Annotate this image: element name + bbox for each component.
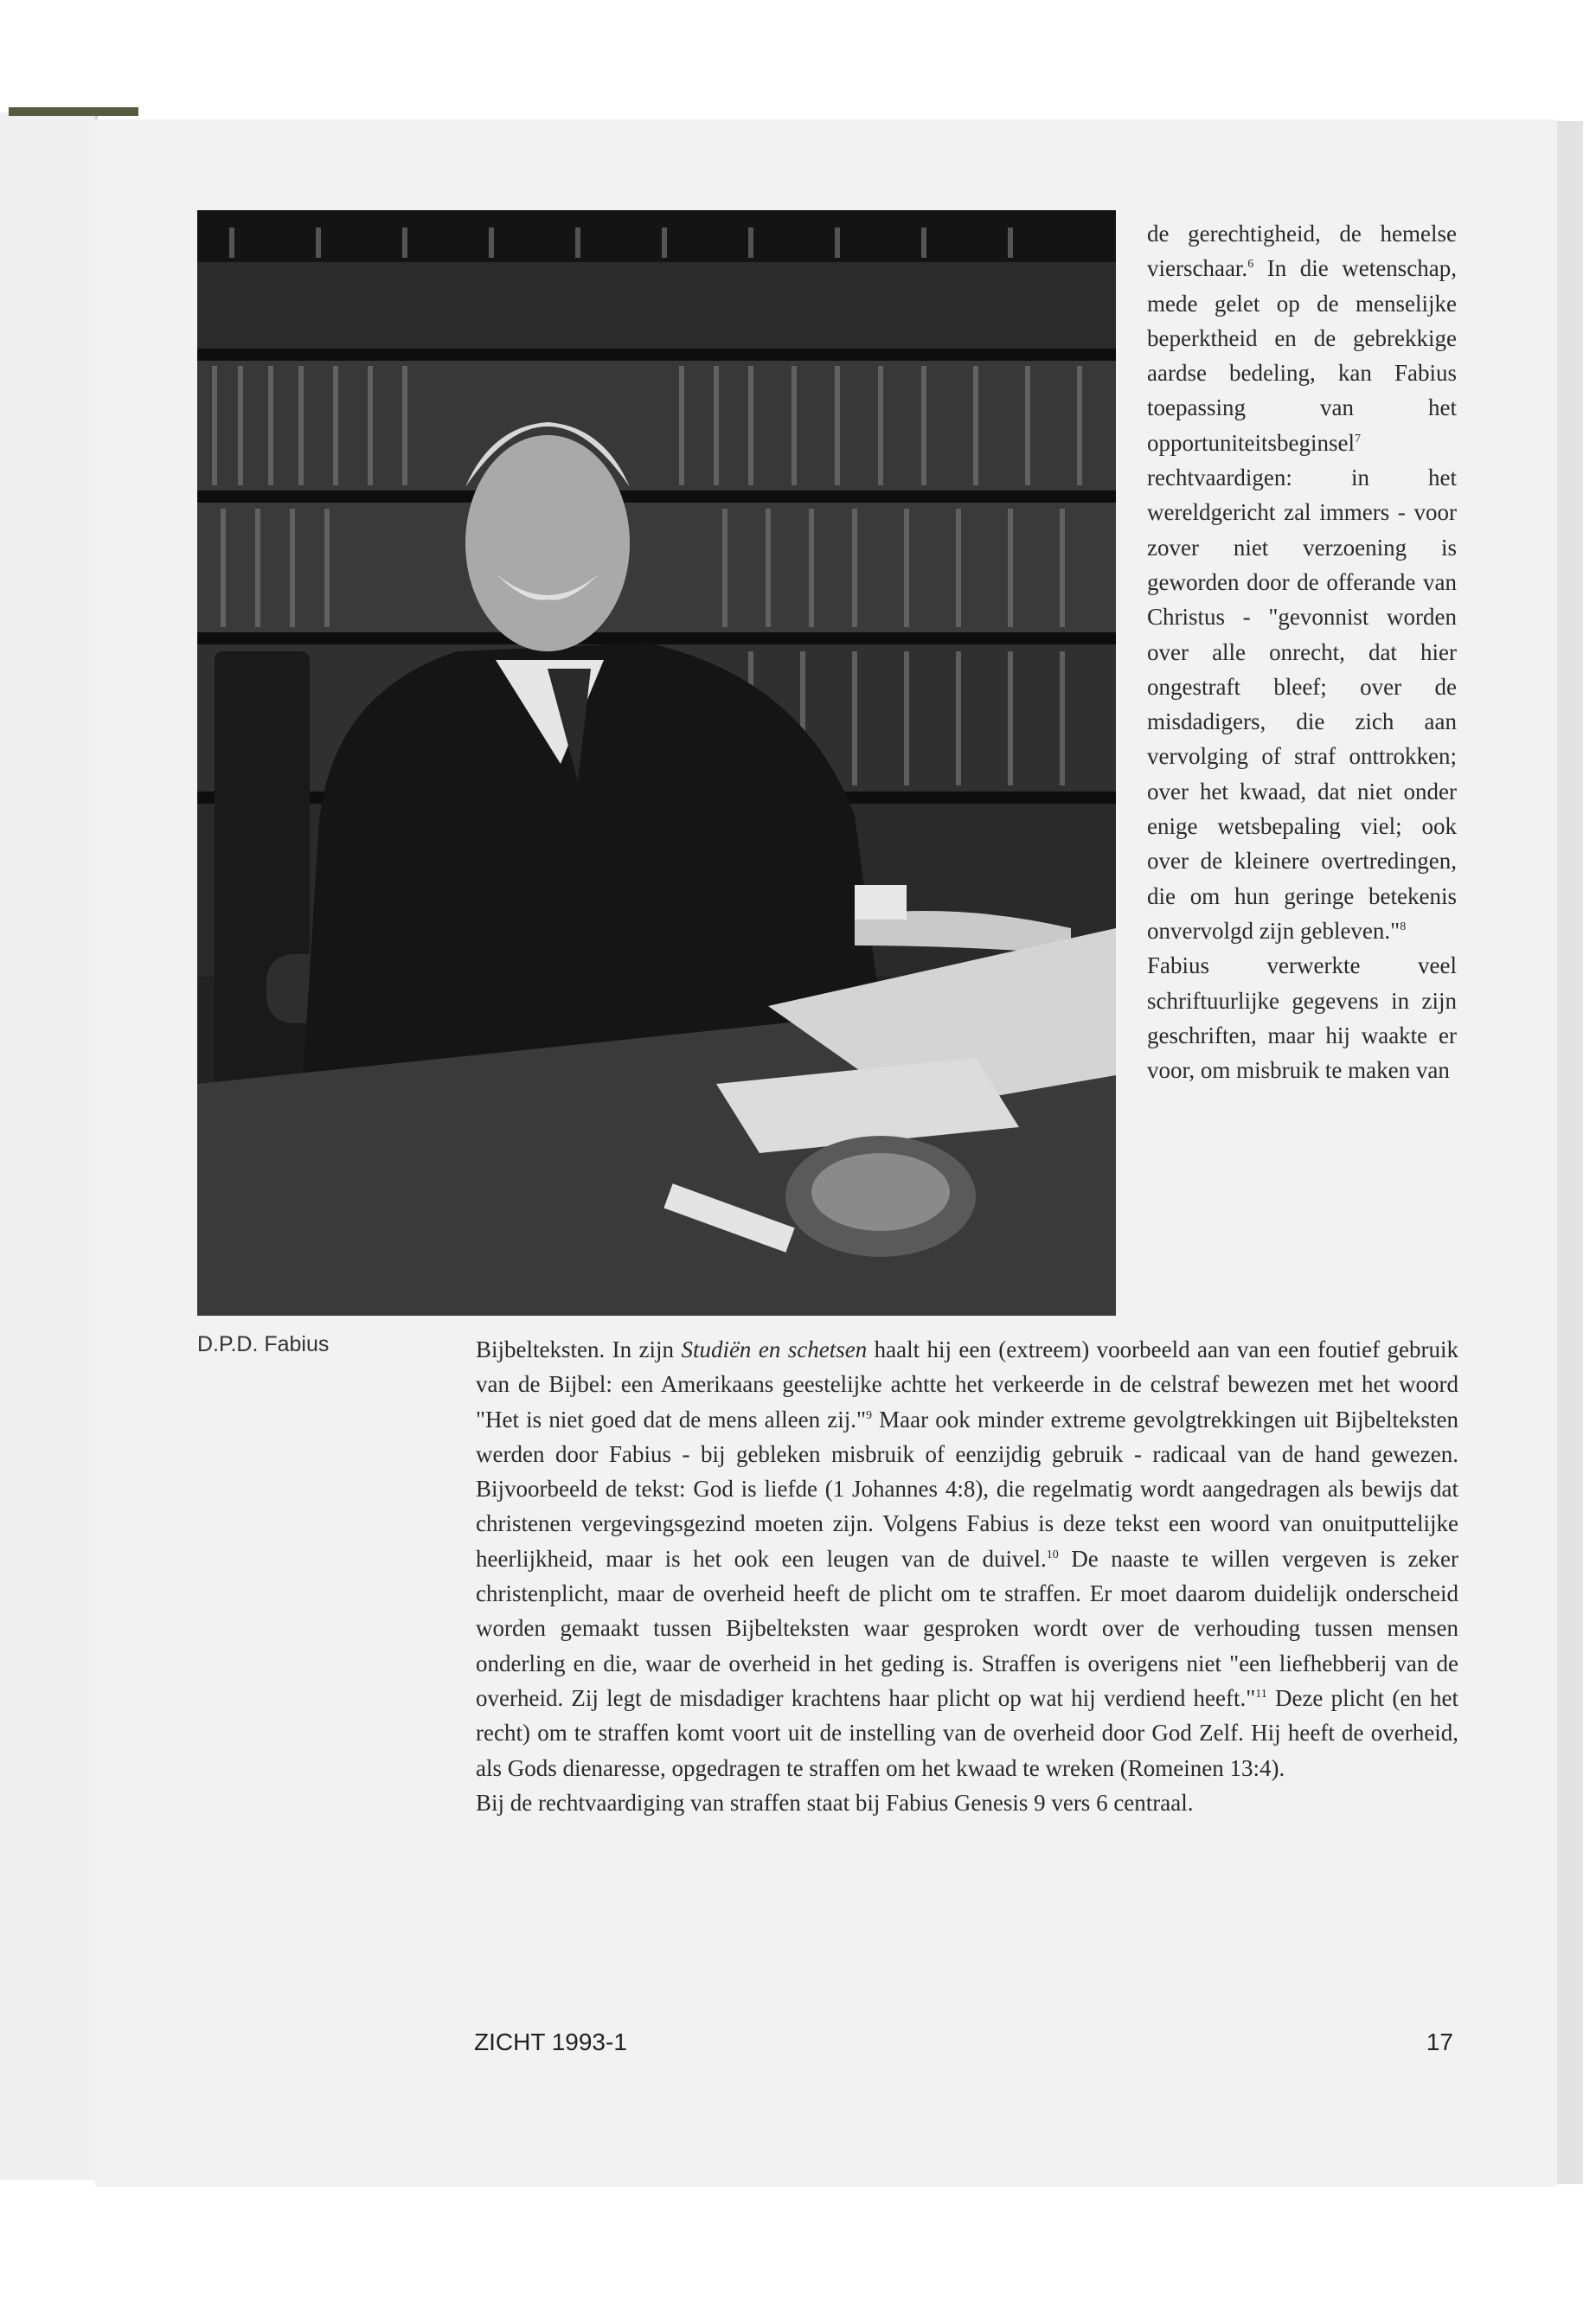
portrait-photo — [197, 210, 1116, 1316]
footnote-ref-6: 6 — [1247, 258, 1254, 272]
sidebar-column-text — [1147, 216, 1457, 1087]
main-column-text — [476, 1332, 1458, 1820]
previous-page-edge — [0, 112, 98, 2180]
main-text-b: haalt hij een (extreem) voorbeeld aan van een foutief gebruik van de Bijbel: een Amerikaans geestelijke achtte het verkeerde in de celstraf bewezen met het woord "Het is niet goed dat de mens alleen zij." — [476, 1336, 1458, 1433]
binding-spine — [9, 107, 138, 116]
sidebar-text-3: rechtvaardigen: in het wereldgericht zal immers - voor zover niet verzoening is geworden door de offerande van Christus - "gevonnist worden over alle onrecht, dat hier ongestraft bleef; over de misdadigers, die zich aan vervolging of straf onttrokken; over het kwaad, dat niet onder enige wetsbepaling viel; ook over de kleinere overtredingen, die om hun geringe betekenis onvervolgd zijn gebleven." — [1147, 465, 1457, 944]
sidebar-paragraph — [1147, 216, 1457, 948]
footnote-ref-11: 11 — [1255, 1687, 1267, 1701]
sidebar-paragraph-2 — [1147, 948, 1457, 1087]
sidebar-text-2: In die wetenschap, mede gelet op de menselijke beperktheid en de gebrekkige aardse bedeling, kan Fabius toepassing van het opportuniteitsbeginsel — [1147, 255, 1457, 456]
page-edge-shadow — [1557, 121, 1583, 2184]
book-title: Studiën en schetsen — [681, 1336, 868, 1362]
footnote-ref-7: 7 — [1354, 432, 1361, 445]
main-text-e: Deze plicht (en het recht) om te straffen komt voort uit de instelling van de overheid door God Zelf. Hij heeft de overheid, als Gods dienaresse, opgedragen te straffen om het kwaad te wreken (Romeinen 13:4). — [476, 1684, 1458, 1781]
main-paragraph-2: Bij de rechtvaardiging van straffen staat bij Fabius Genesis 9 vers 6 centraal. — [476, 1789, 1194, 1816]
page-number: 17 — [1426, 2029, 1453, 2055]
main-paragraph-1 — [476, 1332, 1458, 1785]
main-text-d: De naaste te willen vergeven is zeker christenplicht, maar de overheid heeft de plicht om te straffen. Er moet daarom duidelijk onderscheid worden gemaakt tussen Bijbelteksten waar gesproken wordt over de verhouding tussen mensen onderling en die, waar de overheid in het geding is. Straffen is overigens niet "een liefhebberij van de overheid. Zij legt de misdadiger krachtens haar plicht op wat hij verdiend heeft." — [476, 1545, 1459, 1711]
portrait-photo-illustration — [197, 210, 1116, 1316]
footnote-ref-10: 10 — [1046, 1548, 1059, 1561]
main-text-a: Bijbelteksten. In zijn — [476, 1336, 682, 1362]
footnote-ref-9: 9 — [866, 1408, 872, 1422]
main-text-c: Maar ook minder extreme gevolgtrekkingen uit Bijbelteksten werden door Fabius - bij gebleken misbruik of eenzijdig gebruik - radicaal van de hand gewezen. Bijvoorbeeld de tekst: God is liefde (1 Johannes 4:8), die regelmatig wordt aangedragen als bewijs dat christenen vergevingsgezind moeten zijn. Volgens Fabius is deze tekst een woord van onuitputtelijke heerlijkheid, maar is het ook een leugen van de duivel. — [476, 1406, 1458, 1572]
footnote-ref-8: 8 — [1400, 920, 1407, 933]
photo-caption: D.P.D. Fabius — [197, 1332, 330, 1356]
sidebar-text-1: de gerechtigheid, de hemelse vierschaar. — [1147, 221, 1457, 282]
journal-footer: ZICHT 1993-1 — [474, 2029, 627, 2055]
sidebar-text-4: Fabius verwerkte veel schriftuurlijke gegevens in zijn geschriften, maar hij waakte er voor, om misbruik te maken van — [1147, 952, 1457, 1084]
